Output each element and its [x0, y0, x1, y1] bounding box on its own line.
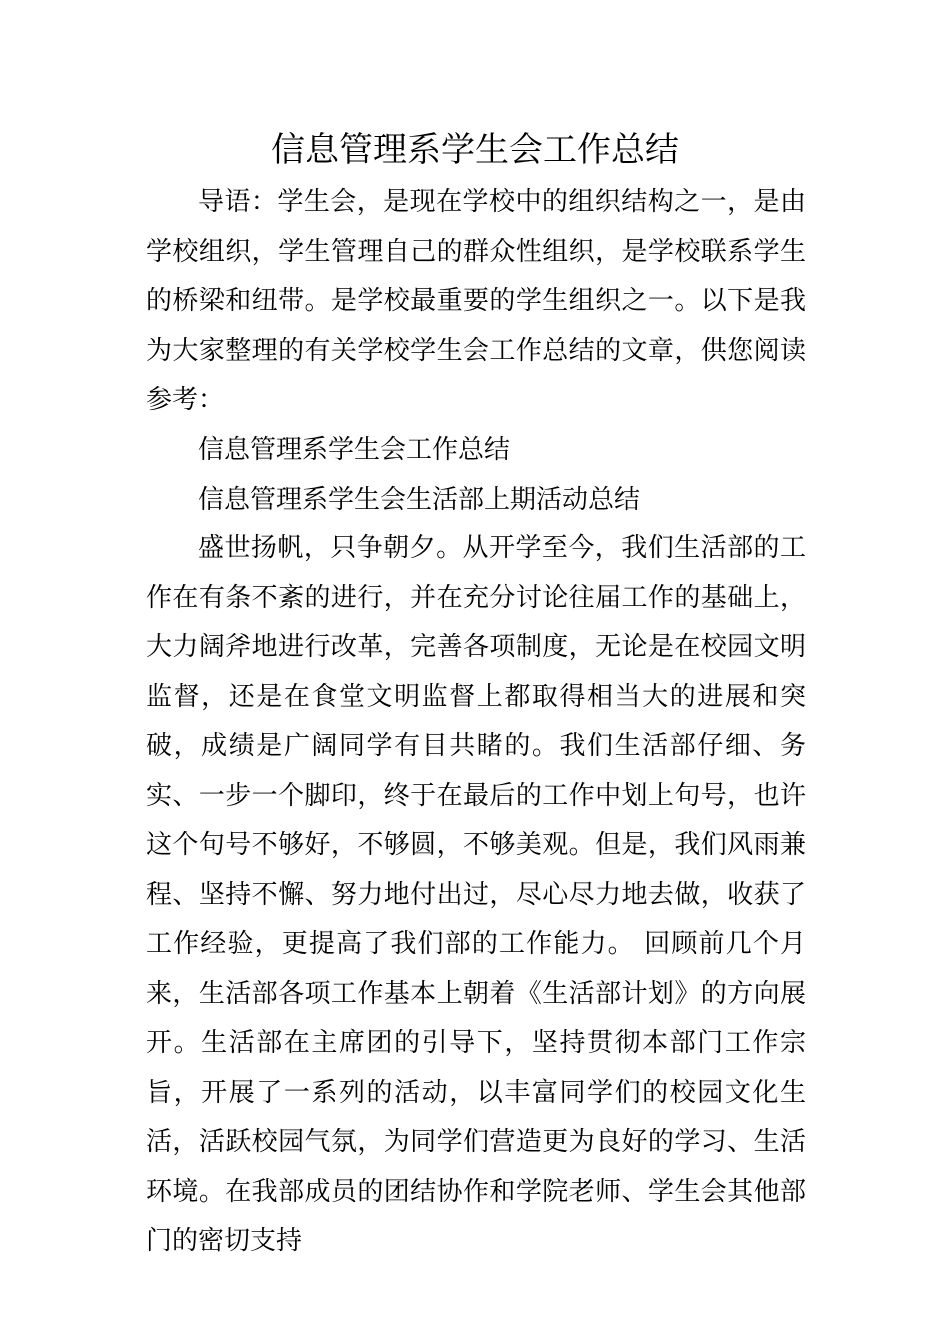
subtitle-line-1: 信息管理系学生会工作总结	[198, 435, 511, 465]
subtitle-line-2: 信息管理系学生会生活部上期活动总结	[198, 485, 641, 515]
main-paragraph: 盛世扬帆，只争朝夕。从开学至今，我们生活部的工作在有条不紊的进行，并在充分讨论往届工作的基础上，大力阔斧地进行改革，完善各项制度，无论是在校园文明监督，还是在食堂文明监督上都取得相当大的进展和突破，成绩是广阔同学有目共睹的。我们生活部仔细、务实、一步一个脚印，终于在最后的工作中划上句号，也许这个句号不够好，不够圆，不够美观。但是，我们风雨兼程、坚持不懈、努力地付出过，尽心尽力地去做，收获了工作经验，更提高了我们部的工作能力。 回顾前几个月来，生活部各项工作基本上朝着《生活部计划》的方向展开。生活部在主席团的引导下，坚持贯彻本部门工作宗旨，开展了一系列的活动，以丰富同学们的校园文化生活，活跃校园气氛，为同学们营造更为良好的学习、生活环境。在我部成员的团结协作和学院老师、学生会其他部门的密切支持	[146, 533, 806, 1256]
intro-paragraph: 导语：学生会，是现在学校中的组织结构之一，是由学校组织，学生管理自己的群众性组织，是学校联系学生的桥梁和纽带。是学校最重要的学生组织之一。以下是我为大家整理的有关学校学生会工作总结的文章，供您阅读参考：	[146, 187, 806, 415]
document-title: 信息管理系学生会工作总结	[271, 130, 679, 170]
